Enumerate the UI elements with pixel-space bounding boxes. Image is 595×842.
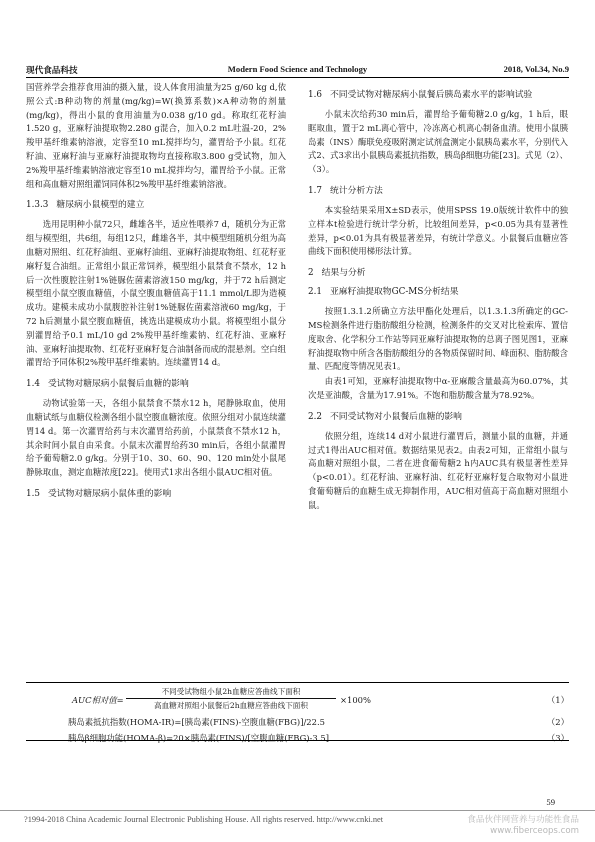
paragraph: 国营养学会推荐食用油的摄入量，设人体食用油量为25 g/60 kg d,依照公式:B种动物的剂量(mg/kg)=W(换算系数)×A种动物的剂量(mg/kg)，得出小鼠的食用油量为0.038 g/10 gd。称取红花籽油1.520 g，亚麻籽油提取物2.280 g混合，加入0.2 mL吐温-20，2%羧甲基纤维素钠溶液，定容至10 mL搅拌均匀，灌胃给予小鼠。红花籽油、亚麻籽油与亚麻籽油提取物均直接称取3.800 g受试物，加入2%羧甲基纤维素钠溶液定容至10 mL搅拌均匀，灌胃给予小鼠。正常组和高血糖对照组灌饲同体积2%羧甲基纤维素钠溶液。	[26, 82, 286, 189]
paragraph: 本实验结果采用X±SD表示，使用SPSS 19.0版统计软件中的独立样本t检验进行统计学分析，比较组间差异，p<0.05为具有显著性差异，p<0.01为具有极显著差异，有统计学意义。小鼠餐后血糖应答曲线下面积使用梯形法计算。	[308, 204, 568, 257]
section-title: 糖尿病小鼠模型的建立	[56, 200, 145, 211]
paragraph: 依照分组，连续14 d对小鼠进行灌胃后，测量小鼠的血糖，并通过式1得出AUC相对值。数据结果见表2。由表2可知，正常组小鼠与高血糖对照组小鼠，二者在进食葡萄糖2 h内AUC具有极显著性差异（p<0.01）。红花籽油、亚麻籽油、红花籽亚麻籽复合取物对小鼠进食葡萄糖后的血糖生成无抑制作用，AUC相对值高于高血糖对照组小鼠。	[308, 430, 568, 510]
equation-2	[68, 714, 569, 730]
equation-number: （2）	[546, 717, 569, 727]
section-heading-2	[308, 267, 568, 280]
section-number: 2.1	[308, 287, 322, 298]
equation-number: （1）	[546, 695, 569, 705]
equation-lhs: AUC相对值=	[72, 695, 124, 705]
percent-factor: ×100%	[340, 695, 371, 705]
section-title: 统计分析方法	[330, 185, 383, 196]
section-heading-2-2	[308, 411, 568, 424]
section-title: 亚麻籽油提取物GC-MS分析结果	[330, 287, 459, 298]
equation-3	[68, 730, 569, 746]
copyright-line: ?1994-2018 China Academic Journal Electronic Publishing House. All rights reserved. http://www.cnki.net	[24, 815, 384, 824]
section-number: 1.4	[26, 379, 40, 390]
watermark-line-1: 食品伙伴网营养与功能性食品	[467, 815, 579, 825]
section-number: 1.3.3	[26, 200, 49, 211]
section-title: 受试物对糖尿病小鼠体重的影响	[48, 488, 172, 499]
section-heading-1-4	[26, 378, 286, 391]
section-heading-2-1	[308, 286, 568, 299]
issue-info: 2018, Vol.34, No.9	[503, 64, 569, 74]
paragraph: 动物试验第一天，各组小鼠禁食不禁水12 h，尾静脉取血，使用血糖试纸与血糖仪检测各组小鼠空腹血糖浓度。依照分组对小鼠连续灌胃14 d。第一次灌胃给药与末次灌胃给药前，小鼠禁食不禁水12 h，其余时间小鼠自由采食。小鼠末次灌胃给药30 min后，各组小鼠灌胃给予葡萄糖2.0 g/kg。分别于10、30、60、90、120 min处小鼠尾静脉取血，测定血糖浓度[22]。使用式1求出各组小鼠AUC相对值。	[26, 398, 286, 478]
paragraph: 按照1.3.1.2所确立方法甲酯化处理后，以1.3.1.3所确定的GC-MS检测条件进行脂肪酸组分检测，检测条件的交叉对比检索库、置信度取舍、化学积分工作站等同亚麻籽油提取物的总离子图见图1，亚麻籽油提取物中所含各脂肪酸组分的各物质保留时间、峰面积、脂肪酸含量、匹配度等情况见表1。	[308, 306, 568, 372]
section-heading-1-6	[308, 89, 568, 102]
equation-top-rule	[26, 682, 569, 683]
left-column	[26, 81, 286, 507]
fraction-denominator: 高血糖对照组小鼠餐后2h血糖应答曲线下面积	[153, 701, 308, 710]
section-title: 不同受试物对糖尿病小鼠餐后胰岛素水平的影响试验	[330, 90, 533, 100]
paragraph: 小鼠末次给药30 min后，灌胃给予葡萄糖2.0 g/kg，1 h后，眼眶取血，置于2 mL离心管中，冷冻离心机离心制备血清。使用小鼠胰岛素（INS）酶联免疫吸附测定试剂盒测定小鼠胰岛素水平，分别代入式2、式3求出小鼠胰岛素抵抗指数，胰岛β细胞功能[23]。式见（2）、（3）。	[308, 109, 568, 175]
page-number: 59	[546, 797, 555, 807]
equation-text: 胰岛素抵抗指数(HOMA-IR)=[胰岛素(FINS)-空腹血糖(FBG)]/22.5	[68, 717, 325, 727]
paragraph: 由表1可知，亚麻籽油提取物中α-亚麻酸含量最高为60.07%，其次是亚油酸，含量为17.91%。不饱和脂肪酸含量为78.92%。	[308, 376, 568, 400]
section-number: 1.7	[308, 185, 322, 196]
section-number: 2.2	[308, 411, 322, 422]
equation-number: （3）	[546, 733, 569, 743]
equation-block	[68, 686, 569, 746]
fraction-numerator: 不同受试物组小鼠2h血糖应答曲线下面积	[126, 686, 336, 699]
section-heading-1-7	[308, 185, 568, 198]
section-title: 受试物对糖尿病小鼠餐后血糖的影响	[48, 379, 189, 390]
section-title: 结果与分析	[321, 268, 366, 279]
right-column	[308, 81, 568, 514]
paragraph: 选用昆明种小鼠72只，雌雄各半，适应性喂养7 d，随机分为正常组与模型组，共6组，每组12只，雌雄各半，其中模型组随机分组为高血糖对照组、红花籽油组、亚麻籽油组、亚麻籽油提取物组、红花籽亚麻籽复合油组。正常组小鼠正常饲养，模型组小鼠禁食不禁水，12 h后一次性腹腔注射1%链脲佐菌素溶液150 mg/kg，并于72 h后测定模型组小鼠空腹血糖值，小鼠空腹血糖值高于11.1 mmol/L即为造模成功。建模未成功小鼠腹腔补注射1%链脲佐菌素溶液60 mg/kg，于72 h后测量小鼠空腹血糖值，挑选出建模成功小鼠。将模型组小鼠分别灌胃给予0.1 mL/10 gd 2%羧甲基纤维素钠、红花籽油、亚麻籽油、亚麻籽油提取物、红花籽亚麻籽复合油制备而成的混悬剂。空白组灌胃给予同体积2%羧甲基纤维素钠。连续灌胃14 d。	[26, 219, 286, 368]
section-number: 2	[308, 268, 314, 279]
footer-rule	[0, 810, 595, 811]
equation-bottom-rule	[26, 740, 569, 741]
section-heading-1-5	[26, 488, 286, 501]
fraction	[126, 686, 336, 711]
journal-name-en: Modern Food Science and Technology	[227, 64, 368, 74]
section-title: 不同受试物对小鼠餐后血糖的影响	[330, 411, 462, 422]
journal-name-cn: 现代食品科技	[26, 65, 78, 75]
section-heading-1-3-3	[26, 199, 286, 212]
section-number: 1.6	[308, 90, 322, 100]
watermark-line-2: www.fiberceops.com	[490, 826, 579, 836]
watermark	[467, 815, 579, 837]
header-rule	[26, 77, 569, 78]
running-header	[26, 64, 569, 78]
equation-1	[68, 686, 569, 714]
section-number: 1.5	[26, 488, 40, 499]
equation-text: 胰岛β细胞功能(HOMA-β)=20×胰岛素(FINS)/[空腹血糖(FBG)-3.5]	[68, 733, 329, 743]
